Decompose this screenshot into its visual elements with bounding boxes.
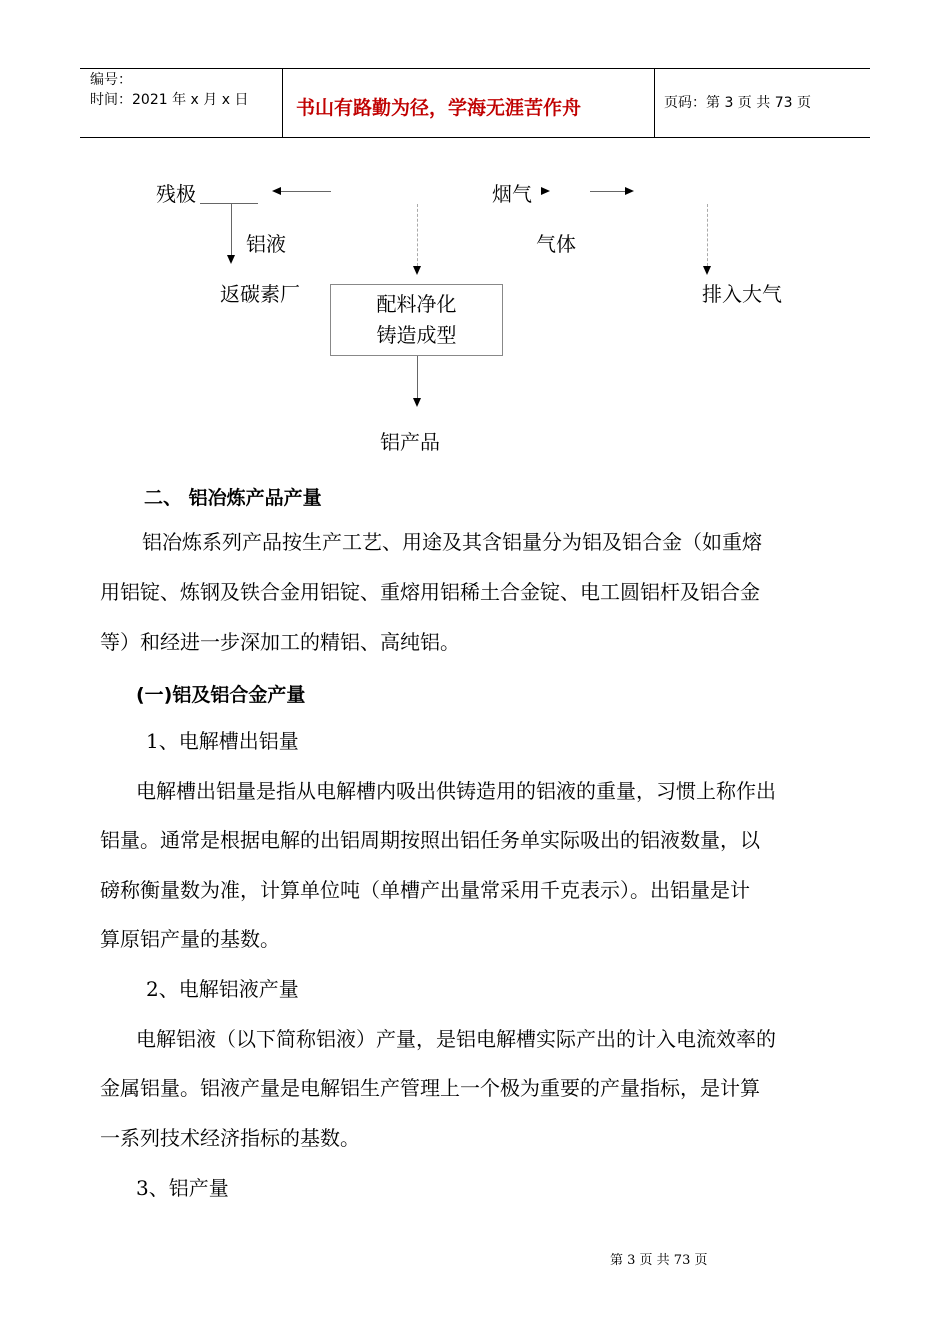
header-divider (654, 69, 655, 137)
node-product: 铝产品 (380, 430, 440, 454)
arrow-right-icon (541, 187, 550, 195)
arrow-down-icon (413, 398, 421, 407)
header-motto: 书山有路勤为径，学海无涯苦作舟 (296, 97, 582, 119)
paragraph-line: 铝量。通常是根据电解的出铝周期按照出铝任务单实际吸出的铝液数量，以 (100, 828, 760, 852)
label-liquid-al: 铝液 (246, 232, 286, 256)
connector-line (417, 356, 418, 398)
item-title: 3、铝产量 (136, 1176, 229, 1200)
item-title: 1、电解槽出铝量 (146, 729, 299, 753)
doc-time-label: 时间：2021 年 x 月 x 日 (90, 92, 249, 108)
connector-line (590, 191, 625, 192)
node-residue: 残极 (156, 182, 196, 206)
arrow-right-icon (625, 187, 634, 195)
node-atmosphere: 排入大气 (702, 282, 782, 306)
node-return-plant: 返碳素厂 (220, 282, 300, 306)
doc-id-label: 编号： (90, 72, 132, 88)
connector-line (417, 204, 418, 266)
page-footer: 第 3 页 共 73 页 (610, 1253, 708, 1268)
paragraph-line: 电解铝液（以下简称铝液）产量，是铝电解槽实际产出的计入电流效率的 (136, 1027, 776, 1051)
arrow-down-icon (413, 266, 421, 275)
label-gas: 气体 (536, 232, 576, 256)
item-title: 2、电解铝液产量 (146, 977, 299, 1001)
paragraph-line: 磅称衡量数为准，计算单位吨（单槽产出量常采用千克表示）。出铝量是计 (100, 878, 750, 902)
connector-line (200, 203, 258, 204)
section-heading: 二、 铝冶炼产品产量 (144, 487, 322, 509)
paragraph-line: 一系列技术经济指标的基数。 (100, 1126, 360, 1150)
box-line-1: 配料净化 (376, 292, 457, 316)
connector-line (231, 203, 232, 255)
connector-line (707, 204, 708, 266)
arrow-down-icon (227, 255, 235, 264)
arrow-down-icon (703, 266, 711, 275)
paragraph-line: 用铝锭、炼钢及铁合金用铝锭、重熔用铝稀土合金锭、电工圆铝杆及铝合金 (100, 580, 760, 604)
box-line-2: 铸造成型 (376, 323, 457, 347)
connector-line (281, 191, 331, 192)
paragraph-line: 算原铝产量的基数。 (100, 927, 280, 951)
header-divider (282, 69, 283, 137)
node-flue-gas: 烟气 (492, 182, 532, 206)
paragraph-line: 电解槽出铝量是指从电解槽内吸出供铸造用的铝液的重量，习惯上称作出 (136, 779, 776, 803)
subsection-heading: (一)铝及铝合金产量 (136, 684, 306, 706)
paragraph-line: 金属铝量。铝液产量是电解铝生产管理上一个极为重要的产量指标，是计算 (100, 1076, 760, 1100)
paragraph-line: 等）和经进一步深加工的精铝、高纯铝。 (100, 630, 460, 654)
process-box (330, 284, 503, 356)
arrow-left-icon (272, 187, 281, 195)
header-page-label: 页码：第 3 页 共 73 页 (664, 95, 811, 111)
paragraph-line: 铝冶炼系列产品按生产工艺、用途及其含铝量分为铝及铝合金（如重熔 (142, 530, 762, 554)
